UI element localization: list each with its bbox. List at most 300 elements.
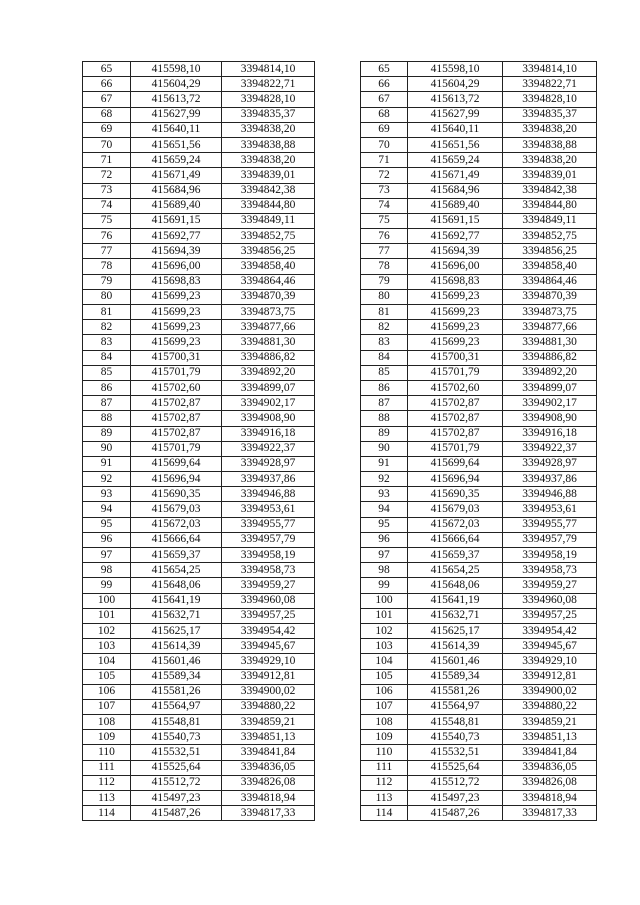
x-coordinate-cell: 415698,83 [131, 274, 222, 289]
table-row [83, 183, 597, 198]
point-number-cell: 89 [361, 426, 408, 441]
column-gap [315, 532, 361, 547]
y-coordinate-cell: 3394852,75 [503, 229, 597, 244]
x-coordinate-cell: 415701,79 [408, 365, 503, 380]
point-number-cell: 87 [361, 396, 408, 411]
y-coordinate-cell: 3394836,05 [503, 760, 597, 775]
column-gap [315, 593, 361, 608]
table-row [83, 168, 597, 183]
y-coordinate-cell: 3394839,01 [222, 168, 315, 183]
table-row [83, 259, 597, 274]
y-coordinate-cell: 3394928,97 [503, 456, 597, 471]
point-number-cell: 108 [361, 715, 408, 730]
table-row [83, 229, 597, 244]
table-row [83, 760, 597, 775]
y-coordinate-cell: 3394814,10 [222, 62, 315, 77]
y-coordinate-cell: 3394946,88 [503, 487, 597, 502]
x-coordinate-cell: 415648,06 [131, 578, 222, 593]
x-coordinate-cell: 415641,19 [131, 593, 222, 608]
point-number-cell: 114 [361, 806, 408, 821]
y-coordinate-cell: 3394958,19 [222, 548, 315, 563]
y-coordinate-cell: 3394856,25 [222, 244, 315, 259]
y-coordinate-cell: 3394880,22 [503, 699, 597, 714]
x-coordinate-cell: 415564,97 [408, 699, 503, 714]
point-number-cell: 70 [361, 137, 408, 152]
point-number-cell: 90 [361, 441, 408, 456]
x-coordinate-cell: 415601,46 [408, 654, 503, 669]
point-number-cell: 91 [83, 456, 131, 471]
y-coordinate-cell: 3394902,17 [503, 396, 597, 411]
column-gap [315, 639, 361, 654]
point-number-cell: 99 [361, 578, 408, 593]
y-coordinate-cell: 3394902,17 [222, 396, 315, 411]
column-gap [315, 122, 361, 137]
point-number-cell: 94 [361, 502, 408, 517]
x-coordinate-cell: 415598,10 [131, 62, 222, 77]
x-coordinate-cell: 415632,71 [131, 608, 222, 623]
table-row [83, 274, 597, 289]
table-row [83, 244, 597, 259]
x-coordinate-cell: 415666,64 [131, 532, 222, 547]
x-coordinate-cell: 415699,64 [408, 456, 503, 471]
y-coordinate-cell: 3394864,46 [503, 274, 597, 289]
x-coordinate-cell: 415654,25 [131, 563, 222, 578]
y-coordinate-cell: 3394916,18 [503, 426, 597, 441]
column-gap [315, 760, 361, 775]
y-coordinate-cell: 3394858,40 [222, 259, 315, 274]
point-number-cell: 67 [361, 92, 408, 107]
y-coordinate-cell: 3394929,10 [503, 654, 597, 669]
point-number-cell: 70 [83, 137, 131, 152]
y-coordinate-cell: 3394841,84 [222, 745, 315, 760]
point-number-cell: 110 [361, 745, 408, 760]
x-coordinate-cell: 415696,94 [408, 472, 503, 487]
table-row [83, 578, 597, 593]
table-row [83, 654, 597, 669]
table-row [83, 335, 597, 350]
point-number-cell: 92 [361, 472, 408, 487]
x-coordinate-cell: 415684,96 [131, 183, 222, 198]
point-number-cell: 80 [83, 289, 131, 304]
column-gap [315, 229, 361, 244]
y-coordinate-cell: 3394912,81 [503, 669, 597, 684]
point-number-cell: 95 [83, 517, 131, 532]
column-gap [315, 775, 361, 790]
point-number-cell: 79 [361, 274, 408, 289]
point-number-cell: 87 [83, 396, 131, 411]
y-coordinate-cell: 3394955,77 [503, 517, 597, 532]
x-coordinate-cell: 415690,35 [131, 487, 222, 502]
x-coordinate-cell: 415548,81 [408, 715, 503, 730]
x-coordinate-cell: 415702,60 [131, 380, 222, 395]
table-row [83, 92, 597, 107]
y-coordinate-cell: 3394852,75 [222, 229, 315, 244]
point-number-cell: 92 [83, 472, 131, 487]
x-coordinate-cell: 415614,39 [131, 639, 222, 654]
x-coordinate-cell: 415696,94 [131, 472, 222, 487]
table-row [83, 198, 597, 213]
y-coordinate-cell: 3394916,18 [222, 426, 315, 441]
x-coordinate-cell: 415548,81 [131, 715, 222, 730]
x-coordinate-cell: 415613,72 [408, 92, 503, 107]
point-number-cell: 84 [361, 350, 408, 365]
x-coordinate-cell: 415487,26 [131, 806, 222, 821]
y-coordinate-cell: 3394839,01 [503, 168, 597, 183]
column-gap [315, 259, 361, 274]
x-coordinate-cell: 415613,72 [131, 92, 222, 107]
y-coordinate-cell: 3394844,80 [503, 198, 597, 213]
x-coordinate-cell: 415696,00 [131, 259, 222, 274]
x-coordinate-cell: 415497,23 [408, 791, 503, 806]
column-gap [315, 502, 361, 517]
point-number-cell: 88 [361, 411, 408, 426]
x-coordinate-cell: 415701,79 [408, 441, 503, 456]
y-coordinate-cell: 3394864,46 [222, 274, 315, 289]
y-coordinate-cell: 3394886,82 [222, 350, 315, 365]
y-coordinate-cell: 3394841,84 [503, 745, 597, 760]
point-number-cell: 109 [83, 730, 131, 745]
table-row [83, 380, 597, 395]
y-coordinate-cell: 3394922,37 [222, 441, 315, 456]
table-row [83, 593, 597, 608]
column-gap [315, 153, 361, 168]
column-gap [315, 791, 361, 806]
x-coordinate-cell: 415702,87 [131, 411, 222, 426]
point-number-cell: 104 [83, 654, 131, 669]
point-number-cell: 80 [361, 289, 408, 304]
point-number-cell: 68 [361, 107, 408, 122]
y-coordinate-cell: 3394957,79 [222, 532, 315, 547]
table-row [83, 745, 597, 760]
point-number-cell: 69 [83, 122, 131, 137]
point-number-cell: 78 [83, 259, 131, 274]
x-coordinate-cell: 415699,23 [131, 335, 222, 350]
point-number-cell: 96 [361, 532, 408, 547]
point-number-cell: 97 [83, 548, 131, 563]
point-number-cell: 77 [83, 244, 131, 259]
x-coordinate-cell: 415684,96 [408, 183, 503, 198]
y-coordinate-cell: 3394835,37 [222, 107, 315, 122]
x-coordinate-cell: 415564,97 [131, 699, 222, 714]
y-coordinate-cell: 3394957,79 [503, 532, 597, 547]
point-number-cell: 103 [83, 639, 131, 654]
x-coordinate-cell: 415672,03 [408, 517, 503, 532]
point-number-cell: 73 [83, 183, 131, 198]
x-coordinate-cell: 415659,24 [408, 153, 503, 168]
x-coordinate-cell: 415540,73 [408, 730, 503, 745]
table-row [83, 137, 597, 152]
point-number-cell: 84 [83, 350, 131, 365]
column-gap [315, 411, 361, 426]
column-gap [315, 183, 361, 198]
point-number-cell: 100 [361, 593, 408, 608]
table-row [83, 396, 597, 411]
point-number-cell: 67 [83, 92, 131, 107]
x-coordinate-cell: 415694,39 [408, 244, 503, 259]
x-coordinate-cell: 415689,40 [131, 198, 222, 213]
x-coordinate-cell: 415604,29 [131, 77, 222, 92]
y-coordinate-cell: 3394959,27 [503, 578, 597, 593]
column-gap [315, 715, 361, 730]
y-coordinate-cell: 3394838,20 [503, 122, 597, 137]
y-coordinate-cell: 3394953,61 [222, 502, 315, 517]
table-row [83, 502, 597, 517]
point-number-cell: 73 [361, 183, 408, 198]
y-coordinate-cell: 3394817,33 [222, 806, 315, 821]
point-number-cell: 82 [361, 320, 408, 335]
x-coordinate-cell: 415694,39 [131, 244, 222, 259]
x-coordinate-cell: 415487,26 [408, 806, 503, 821]
point-number-cell: 107 [83, 699, 131, 714]
y-coordinate-cell: 3394959,27 [222, 578, 315, 593]
table-row [83, 122, 597, 137]
column-gap [315, 517, 361, 532]
y-coordinate-cell: 3394856,25 [503, 244, 597, 259]
point-number-cell: 100 [83, 593, 131, 608]
y-coordinate-cell: 3394953,61 [503, 502, 597, 517]
y-coordinate-cell: 3394928,97 [222, 456, 315, 471]
x-coordinate-cell: 415532,51 [408, 745, 503, 760]
x-coordinate-cell: 415679,03 [408, 502, 503, 517]
table-row [83, 715, 597, 730]
table-row [83, 684, 597, 699]
x-coordinate-cell: 415659,37 [131, 548, 222, 563]
point-number-cell: 106 [83, 684, 131, 699]
column-gap [315, 426, 361, 441]
x-coordinate-cell: 415614,39 [408, 639, 503, 654]
x-coordinate-cell: 415699,23 [408, 335, 503, 350]
x-coordinate-cell: 415699,23 [408, 305, 503, 320]
x-coordinate-cell: 415625,17 [131, 623, 222, 638]
y-coordinate-cell: 3394958,73 [503, 563, 597, 578]
y-coordinate-cell: 3394877,66 [503, 320, 597, 335]
x-coordinate-cell: 415702,87 [131, 426, 222, 441]
point-number-cell: 102 [361, 623, 408, 638]
point-number-cell: 86 [361, 380, 408, 395]
y-coordinate-cell: 3394957,25 [222, 608, 315, 623]
table-row [83, 472, 597, 487]
x-coordinate-cell: 415581,26 [131, 684, 222, 699]
point-number-cell: 76 [83, 229, 131, 244]
y-coordinate-cell: 3394899,07 [222, 380, 315, 395]
table-row [83, 699, 597, 714]
x-coordinate-cell: 415651,56 [408, 137, 503, 152]
table-row [83, 305, 597, 320]
y-coordinate-cell: 3394908,90 [503, 411, 597, 426]
column-gap [315, 699, 361, 714]
point-number-cell: 111 [361, 760, 408, 775]
x-coordinate-cell: 415497,23 [131, 791, 222, 806]
y-coordinate-cell: 3394817,33 [503, 806, 597, 821]
x-coordinate-cell: 415666,64 [408, 532, 503, 547]
y-coordinate-cell: 3394899,07 [503, 380, 597, 395]
column-gap [315, 456, 361, 471]
y-coordinate-cell: 3394844,80 [222, 198, 315, 213]
point-number-cell: 86 [83, 380, 131, 395]
column-gap [315, 137, 361, 152]
x-coordinate-cell: 415698,83 [408, 274, 503, 289]
column-gap [315, 320, 361, 335]
x-coordinate-cell: 415702,87 [408, 426, 503, 441]
point-number-cell: 96 [83, 532, 131, 547]
x-coordinate-cell: 415672,03 [131, 517, 222, 532]
table-row [83, 62, 597, 77]
x-coordinate-cell: 415589,34 [408, 669, 503, 684]
table-row [83, 365, 597, 380]
point-number-cell: 71 [83, 153, 131, 168]
x-coordinate-cell: 415699,64 [131, 456, 222, 471]
point-number-cell: 77 [361, 244, 408, 259]
y-coordinate-cell: 3394859,21 [503, 715, 597, 730]
table-row [83, 639, 597, 654]
point-number-cell: 88 [83, 411, 131, 426]
y-coordinate-cell: 3394892,20 [503, 365, 597, 380]
x-coordinate-cell: 415659,24 [131, 153, 222, 168]
column-gap [315, 730, 361, 745]
y-coordinate-cell: 3394929,10 [222, 654, 315, 669]
table-row [83, 730, 597, 745]
x-coordinate-cell: 415604,29 [408, 77, 503, 92]
x-coordinate-cell: 415702,60 [408, 380, 503, 395]
point-number-cell: 107 [361, 699, 408, 714]
point-number-cell: 99 [83, 578, 131, 593]
column-gap [315, 365, 361, 380]
table-row [83, 806, 597, 821]
point-number-cell: 71 [361, 153, 408, 168]
y-coordinate-cell: 3394838,88 [503, 137, 597, 152]
column-gap [315, 684, 361, 699]
x-coordinate-cell: 415654,25 [408, 563, 503, 578]
x-coordinate-cell: 415627,99 [408, 107, 503, 122]
table-row [83, 487, 597, 502]
y-coordinate-cell: 3394849,11 [222, 213, 315, 228]
point-number-cell: 85 [83, 365, 131, 380]
x-coordinate-cell: 415671,49 [131, 168, 222, 183]
y-coordinate-cell: 3394826,08 [222, 775, 315, 790]
point-number-cell: 110 [83, 745, 131, 760]
point-number-cell: 74 [361, 198, 408, 213]
point-number-cell: 65 [83, 62, 131, 77]
column-gap [315, 107, 361, 122]
y-coordinate-cell: 3394886,82 [503, 350, 597, 365]
x-coordinate-cell: 415702,87 [408, 396, 503, 411]
y-coordinate-cell: 3394838,20 [222, 153, 315, 168]
y-coordinate-cell: 3394945,67 [222, 639, 315, 654]
point-number-cell: 112 [361, 775, 408, 790]
point-number-cell: 81 [361, 305, 408, 320]
point-number-cell: 75 [361, 213, 408, 228]
y-coordinate-cell: 3394842,38 [503, 183, 597, 198]
y-coordinate-cell: 3394838,88 [222, 137, 315, 152]
x-coordinate-cell: 415699,23 [408, 289, 503, 304]
x-coordinate-cell: 415659,37 [408, 548, 503, 563]
x-coordinate-cell: 415702,87 [131, 396, 222, 411]
column-gap [315, 244, 361, 259]
y-coordinate-cell: 3394960,08 [503, 593, 597, 608]
y-coordinate-cell: 3394880,22 [222, 699, 315, 714]
y-coordinate-cell: 3394870,39 [222, 289, 315, 304]
point-number-cell: 93 [83, 487, 131, 502]
y-coordinate-cell: 3394873,75 [503, 305, 597, 320]
x-coordinate-cell: 415699,23 [131, 320, 222, 335]
table-row [83, 623, 597, 638]
y-coordinate-cell: 3394814,10 [503, 62, 597, 77]
point-number-cell: 103 [361, 639, 408, 654]
y-coordinate-cell: 3394945,67 [503, 639, 597, 654]
table-row [83, 608, 597, 623]
column-gap [315, 806, 361, 821]
y-coordinate-cell: 3394873,75 [222, 305, 315, 320]
y-coordinate-cell: 3394822,71 [503, 77, 597, 92]
x-coordinate-cell: 415696,00 [408, 259, 503, 274]
y-coordinate-cell: 3394818,94 [503, 791, 597, 806]
y-coordinate-cell: 3394877,66 [222, 320, 315, 335]
x-coordinate-cell: 415525,64 [131, 760, 222, 775]
table-row [83, 77, 597, 92]
y-coordinate-cell: 3394859,21 [222, 715, 315, 730]
table-row [83, 426, 597, 441]
x-coordinate-cell: 415581,26 [408, 684, 503, 699]
point-number-cell: 76 [361, 229, 408, 244]
x-coordinate-cell: 415540,73 [131, 730, 222, 745]
column-gap [315, 563, 361, 578]
y-coordinate-cell: 3394958,19 [503, 548, 597, 563]
x-coordinate-cell: 415532,51 [131, 745, 222, 760]
column-gap [315, 623, 361, 638]
column-gap [315, 578, 361, 593]
point-number-cell: 82 [83, 320, 131, 335]
point-number-cell: 113 [83, 791, 131, 806]
point-number-cell: 101 [361, 608, 408, 623]
y-coordinate-cell: 3394822,71 [222, 77, 315, 92]
y-coordinate-cell: 3394851,13 [503, 730, 597, 745]
x-coordinate-cell: 415691,15 [408, 213, 503, 228]
y-coordinate-cell: 3394937,86 [222, 472, 315, 487]
column-gap [315, 335, 361, 350]
table-row [83, 350, 597, 365]
y-coordinate-cell: 3394958,73 [222, 563, 315, 578]
point-number-cell: 72 [83, 168, 131, 183]
point-number-cell: 102 [83, 623, 131, 638]
x-coordinate-cell: 415640,11 [408, 122, 503, 137]
point-number-cell: 72 [361, 168, 408, 183]
point-number-cell: 93 [361, 487, 408, 502]
x-coordinate-cell: 415699,23 [131, 289, 222, 304]
y-coordinate-cell: 3394912,81 [222, 669, 315, 684]
point-number-cell: 78 [361, 259, 408, 274]
x-coordinate-cell: 415627,99 [131, 107, 222, 122]
point-number-cell: 111 [83, 760, 131, 775]
column-gap [315, 441, 361, 456]
y-coordinate-cell: 3394838,20 [503, 153, 597, 168]
column-gap [315, 380, 361, 395]
x-coordinate-cell: 415692,77 [408, 229, 503, 244]
x-coordinate-cell: 415648,06 [408, 578, 503, 593]
table-row [83, 775, 597, 790]
table-row [83, 153, 597, 168]
y-coordinate-cell: 3394851,13 [222, 730, 315, 745]
point-number-cell: 108 [83, 715, 131, 730]
y-coordinate-cell: 3394828,10 [222, 92, 315, 107]
point-number-cell: 79 [83, 274, 131, 289]
point-number-cell: 66 [83, 77, 131, 92]
column-gap [315, 745, 361, 760]
y-coordinate-cell: 3394892,20 [222, 365, 315, 380]
column-gap [315, 654, 361, 669]
table-row [83, 213, 597, 228]
y-coordinate-cell: 3394828,10 [503, 92, 597, 107]
column-gap [315, 608, 361, 623]
